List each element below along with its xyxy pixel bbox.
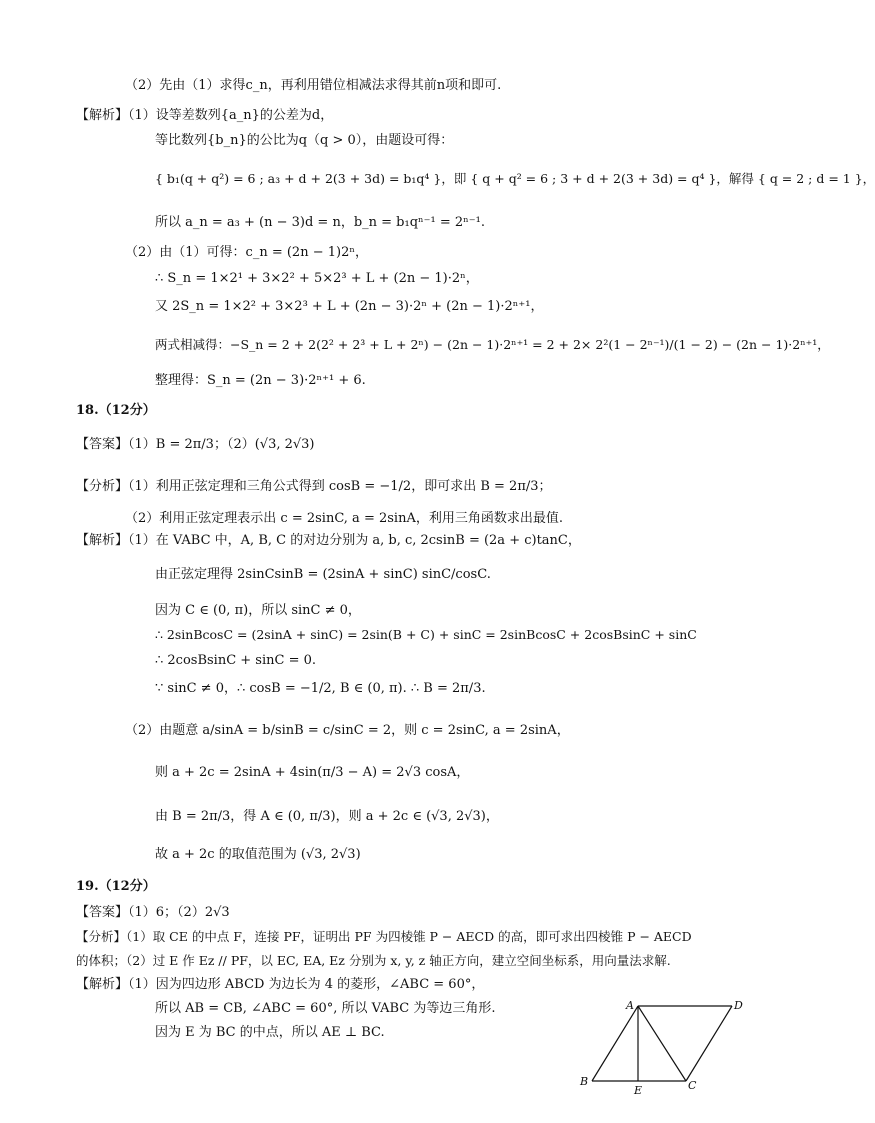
text-line: 所以 a_n = a₃ + (n − 3)d = n，b_n = b₁qⁿ⁻¹ = 2ⁿ⁻¹. [155, 215, 485, 230]
label-a: A [626, 999, 634, 1012]
text-line: { b₁(q + q²) = 6 ; a₃ + d + 2(3 + 3d) = b₁q⁴ }，即 { q + q² = 6 ; 3 + d + 2(3 + 3d) = q⁴ }，解得 { q = 2 ; d = 1 }， [155, 171, 875, 186]
rhombus-figure [570, 996, 750, 1096]
text-line: （2）由（1）可得：c_n = (2n − 1)2ⁿ， [125, 245, 368, 260]
text-line: ∵ sinC ≠ 0，∴ cosB = −1/2, B ∈ (0, π). ∴ B = 2π/3. [155, 681, 486, 696]
text-line: 由正弦定理得 2sinCsinB = (2sinA + sinC) sinC/cosC. [155, 567, 491, 582]
text-line: 故 a + 2c 的取值范围为 (√3, 2√3) [155, 847, 361, 862]
text-line: 所以 AB = CB, ∠ABC = 60°, 所以 VABC 为等边三角形. [155, 1001, 496, 1016]
text-line: 的体积；（2）过 E 作 Ez // PF，以 EC, EA, Ez 分别为 x, y, z 轴正方向，建立空间坐标系，用向量法求解. [76, 953, 671, 968]
question-heading: 19.（12分） [76, 879, 156, 894]
label-e: E [634, 1084, 643, 1097]
text-line: 由 B = 2π/3，得 A ∈ (0, π/3)，则 a + 2c ∈ (√3, 2√3)， [155, 809, 499, 824]
text-line: ∴ S_n = 1×2¹ + 3×2² + 5×2³ + L + (2n − 1)·2ⁿ， [155, 271, 479, 286]
text-line: 【解析】（1）因为四边形 ABCD 为边长为 4 的菱形，∠ABC = 60°， [76, 977, 485, 992]
text-line: ∴ 2cosBsinC + sinC = 0. [155, 653, 317, 668]
text-line: 因为 E 为 BC 的中点，所以 AE ⊥ BC. [155, 1025, 385, 1040]
text-line: 【解析】（1）在 VABC 中，A, B, C 的对边分别为 a, b, c, 2csinB = (2a + c)tanC， [76, 533, 581, 548]
label-d: D [734, 999, 743, 1012]
text-line: 【分析】（1）取 CE 的中点 F，连接 PF，证明出 PF 为四棱锥 P − AECD 的高，即可求出四棱锥 P − AECD [76, 929, 692, 944]
text-line: 等比数列{b_n}的公比为q（q > 0），由题设可得： [155, 133, 454, 148]
text-line: （2）由题意 a/sinA = b/sinB = c/sinC = 2，则 c = 2sinC, a = 2sinA， [125, 723, 570, 738]
label-c: C [688, 1079, 697, 1092]
text-line: 两式相减得：−S_n = 2 + 2(2² + 2³ + L + 2ⁿ) − (2n − 1)·2ⁿ⁺¹ = 2 + 2× 2²(1 − 2ⁿ⁻¹)/(1 − 2) − (2n − 1)·2ⁿ⁺¹， [155, 337, 830, 352]
diagonal-ac [638, 1006, 686, 1081]
text-line: 【解析】（1）设等差数列{a_n}的公差为d， [76, 108, 334, 123]
text-line: 则 a + 2c = 2sinA + 4sin(π/3 − A) = 2√3 cosA， [155, 765, 470, 780]
label-b: B [580, 1075, 589, 1088]
text-line: 【分析】（1）利用正弦定理和三角公式得到 cosB = −1/2，即可求出 B = 2π/3； [76, 479, 552, 494]
text-line: （2）利用正弦定理表示出 c = 2sinC, a = 2sinA，利用三角函数求出最值. [125, 511, 563, 526]
text-line: 【答案】（1）6；（2）2√3 [76, 905, 230, 920]
question-heading: 18.（12分） [76, 403, 156, 418]
text-line: 【答案】（1）B = 2π/3；（2）(√3, 2√3) [76, 437, 315, 452]
text-line: 因为 C ∈ (0, π)，所以 sinC ≠ 0， [155, 603, 361, 618]
edge-ab [592, 1006, 638, 1081]
text-line: 整理得：S_n = (2n − 3)·2ⁿ⁺¹ + 6. [155, 373, 366, 388]
text-line: 又 2S_n = 1×2² + 3×2³ + L + (2n − 3)·2ⁿ + (2n − 1)·2ⁿ⁺¹， [155, 299, 544, 314]
edge-cd [686, 1006, 732, 1081]
text-line: ∴ 2sinBcosC = (2sinA + sinC) = 2sin(B + C) + sinC = 2sinBcosC + 2cosBsinC + sinC [155, 627, 697, 642]
text-line: （2）先由（1）求得c_n，再利用错位相减法求得其前n项和即可. [125, 78, 502, 93]
